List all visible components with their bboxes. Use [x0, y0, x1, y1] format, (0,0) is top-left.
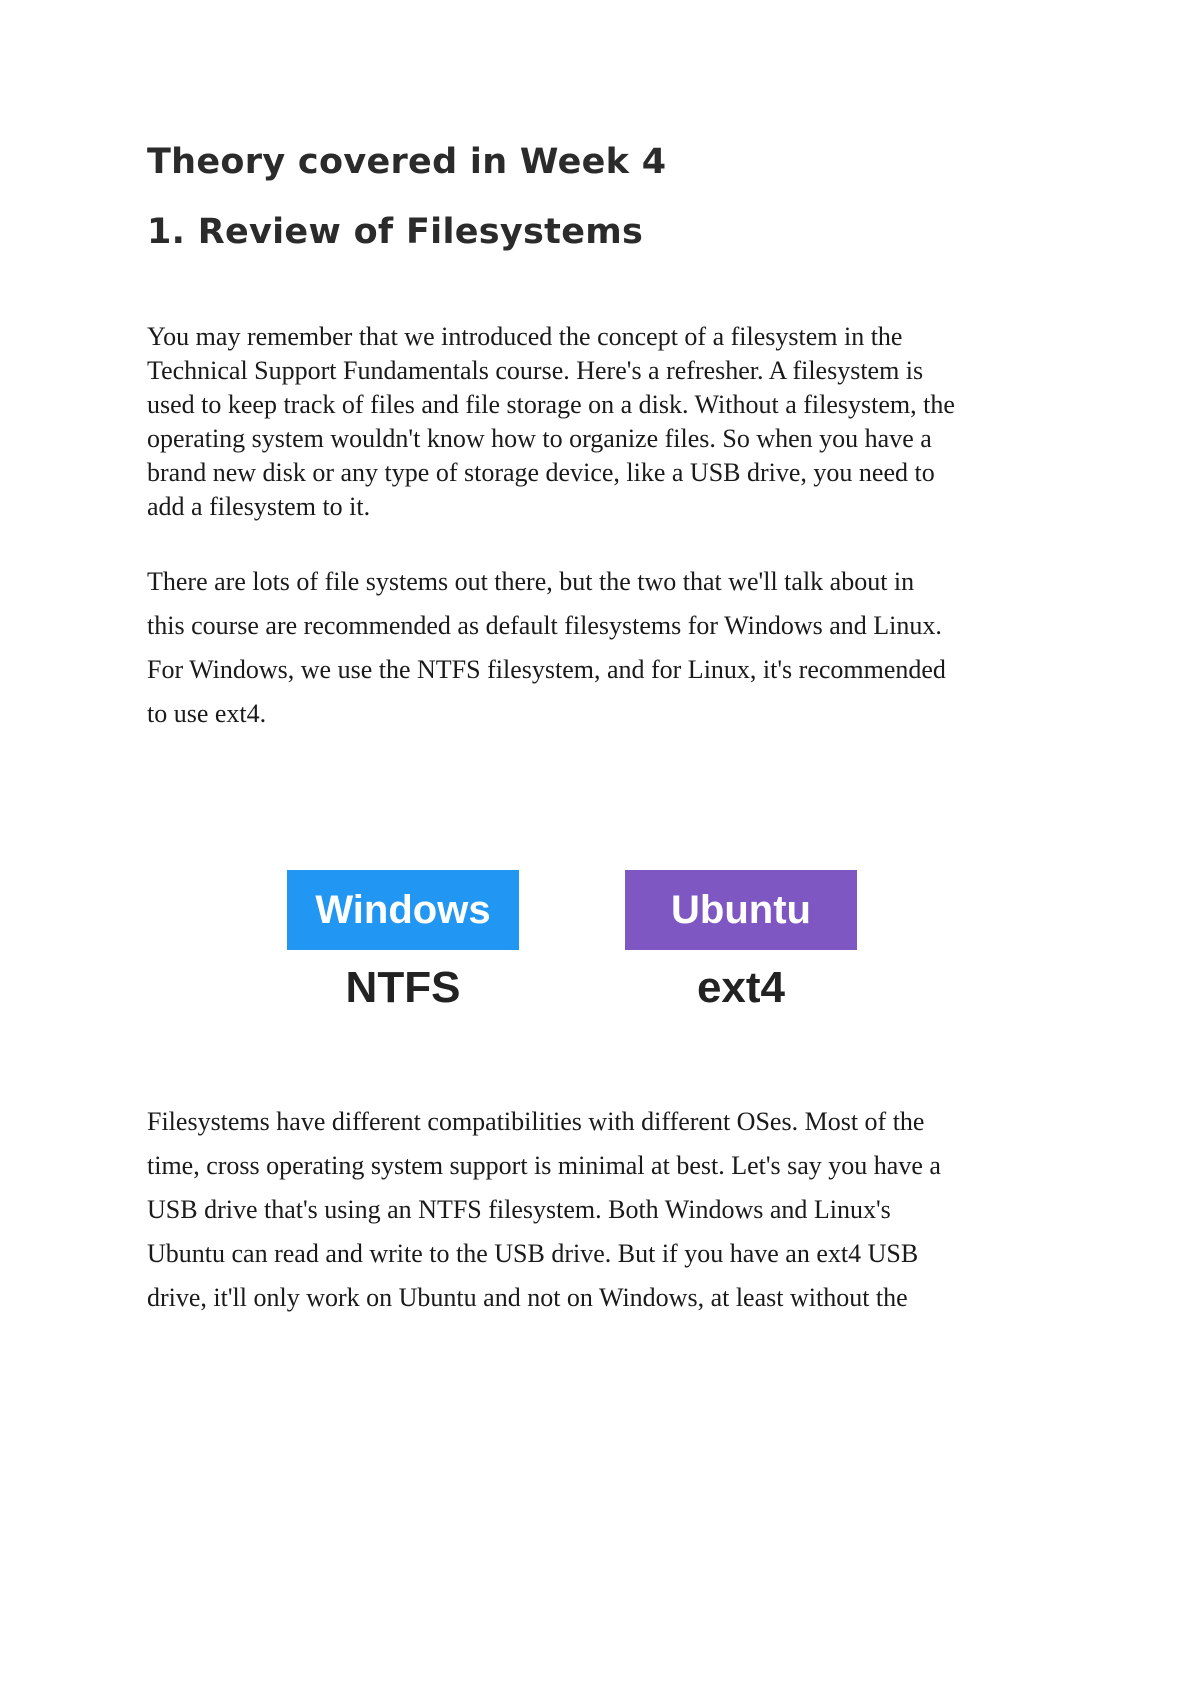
defaults-paragraph [147, 560, 1067, 736]
paragraph-line: Ubuntu can read and write to the USB drive. But if you have an ext4 USB [147, 1239, 919, 1268]
paragraph-line: this course are recommended as default filesystems for Windows and Linux. [147, 611, 942, 640]
paragraph-line: time, cross operating system support is minimal at best. Let's say you have a [147, 1151, 941, 1180]
compat-paragraph [147, 1100, 1067, 1320]
paragraph-line: to use ext4. [147, 699, 267, 728]
section-heading: 1. Review of Filesystems [147, 212, 644, 252]
paragraph-line: operating system wouldn't know how to organize files. So when you have a [147, 424, 932, 453]
ext4-label: ext4 [696, 963, 786, 1012]
ubuntu-block [625, 870, 857, 1018]
intro-paragraph [147, 320, 1067, 524]
paragraph-line: brand new disk or any type of storage device, like a USB drive, you need to [147, 458, 935, 487]
paragraph-line: USB drive that's using an NTFS filesystem. Both Windows and Linux's [147, 1195, 891, 1224]
paragraph-line: Technical Support Fundamentals course. Here's a refresher. A filesystem is [147, 356, 924, 385]
windows-block [287, 870, 519, 1018]
paragraph-line: Filesystems have different compatibilities with different OSes. Most of the [147, 1107, 925, 1136]
paragraph-line: drive, it'll only work on Ubuntu and not on Windows, at least without the [147, 1283, 908, 1312]
windows-badge: Windows [287, 870, 519, 950]
filesystem-figure [280, 870, 860, 1030]
page-title: Theory covered in Week 4 [147, 142, 667, 182]
paragraph-line: There are lots of file systems out there, but the two that we'll talk about in [147, 567, 915, 596]
ntfs-label: NTFS [345, 963, 461, 1012]
paragraph-line: You may remember that we introduced the concept of a filesystem in the [147, 322, 903, 351]
paragraph-line: used to keep track of files and file storage on a disk. Without a filesystem, the [147, 390, 955, 419]
ubuntu-badge: Ubuntu [625, 870, 857, 950]
paragraph-line: For Windows, we use the NTFS filesystem, and for Linux, it's recommended [147, 655, 946, 684]
paragraph-line: add a filesystem to it. [147, 492, 371, 521]
